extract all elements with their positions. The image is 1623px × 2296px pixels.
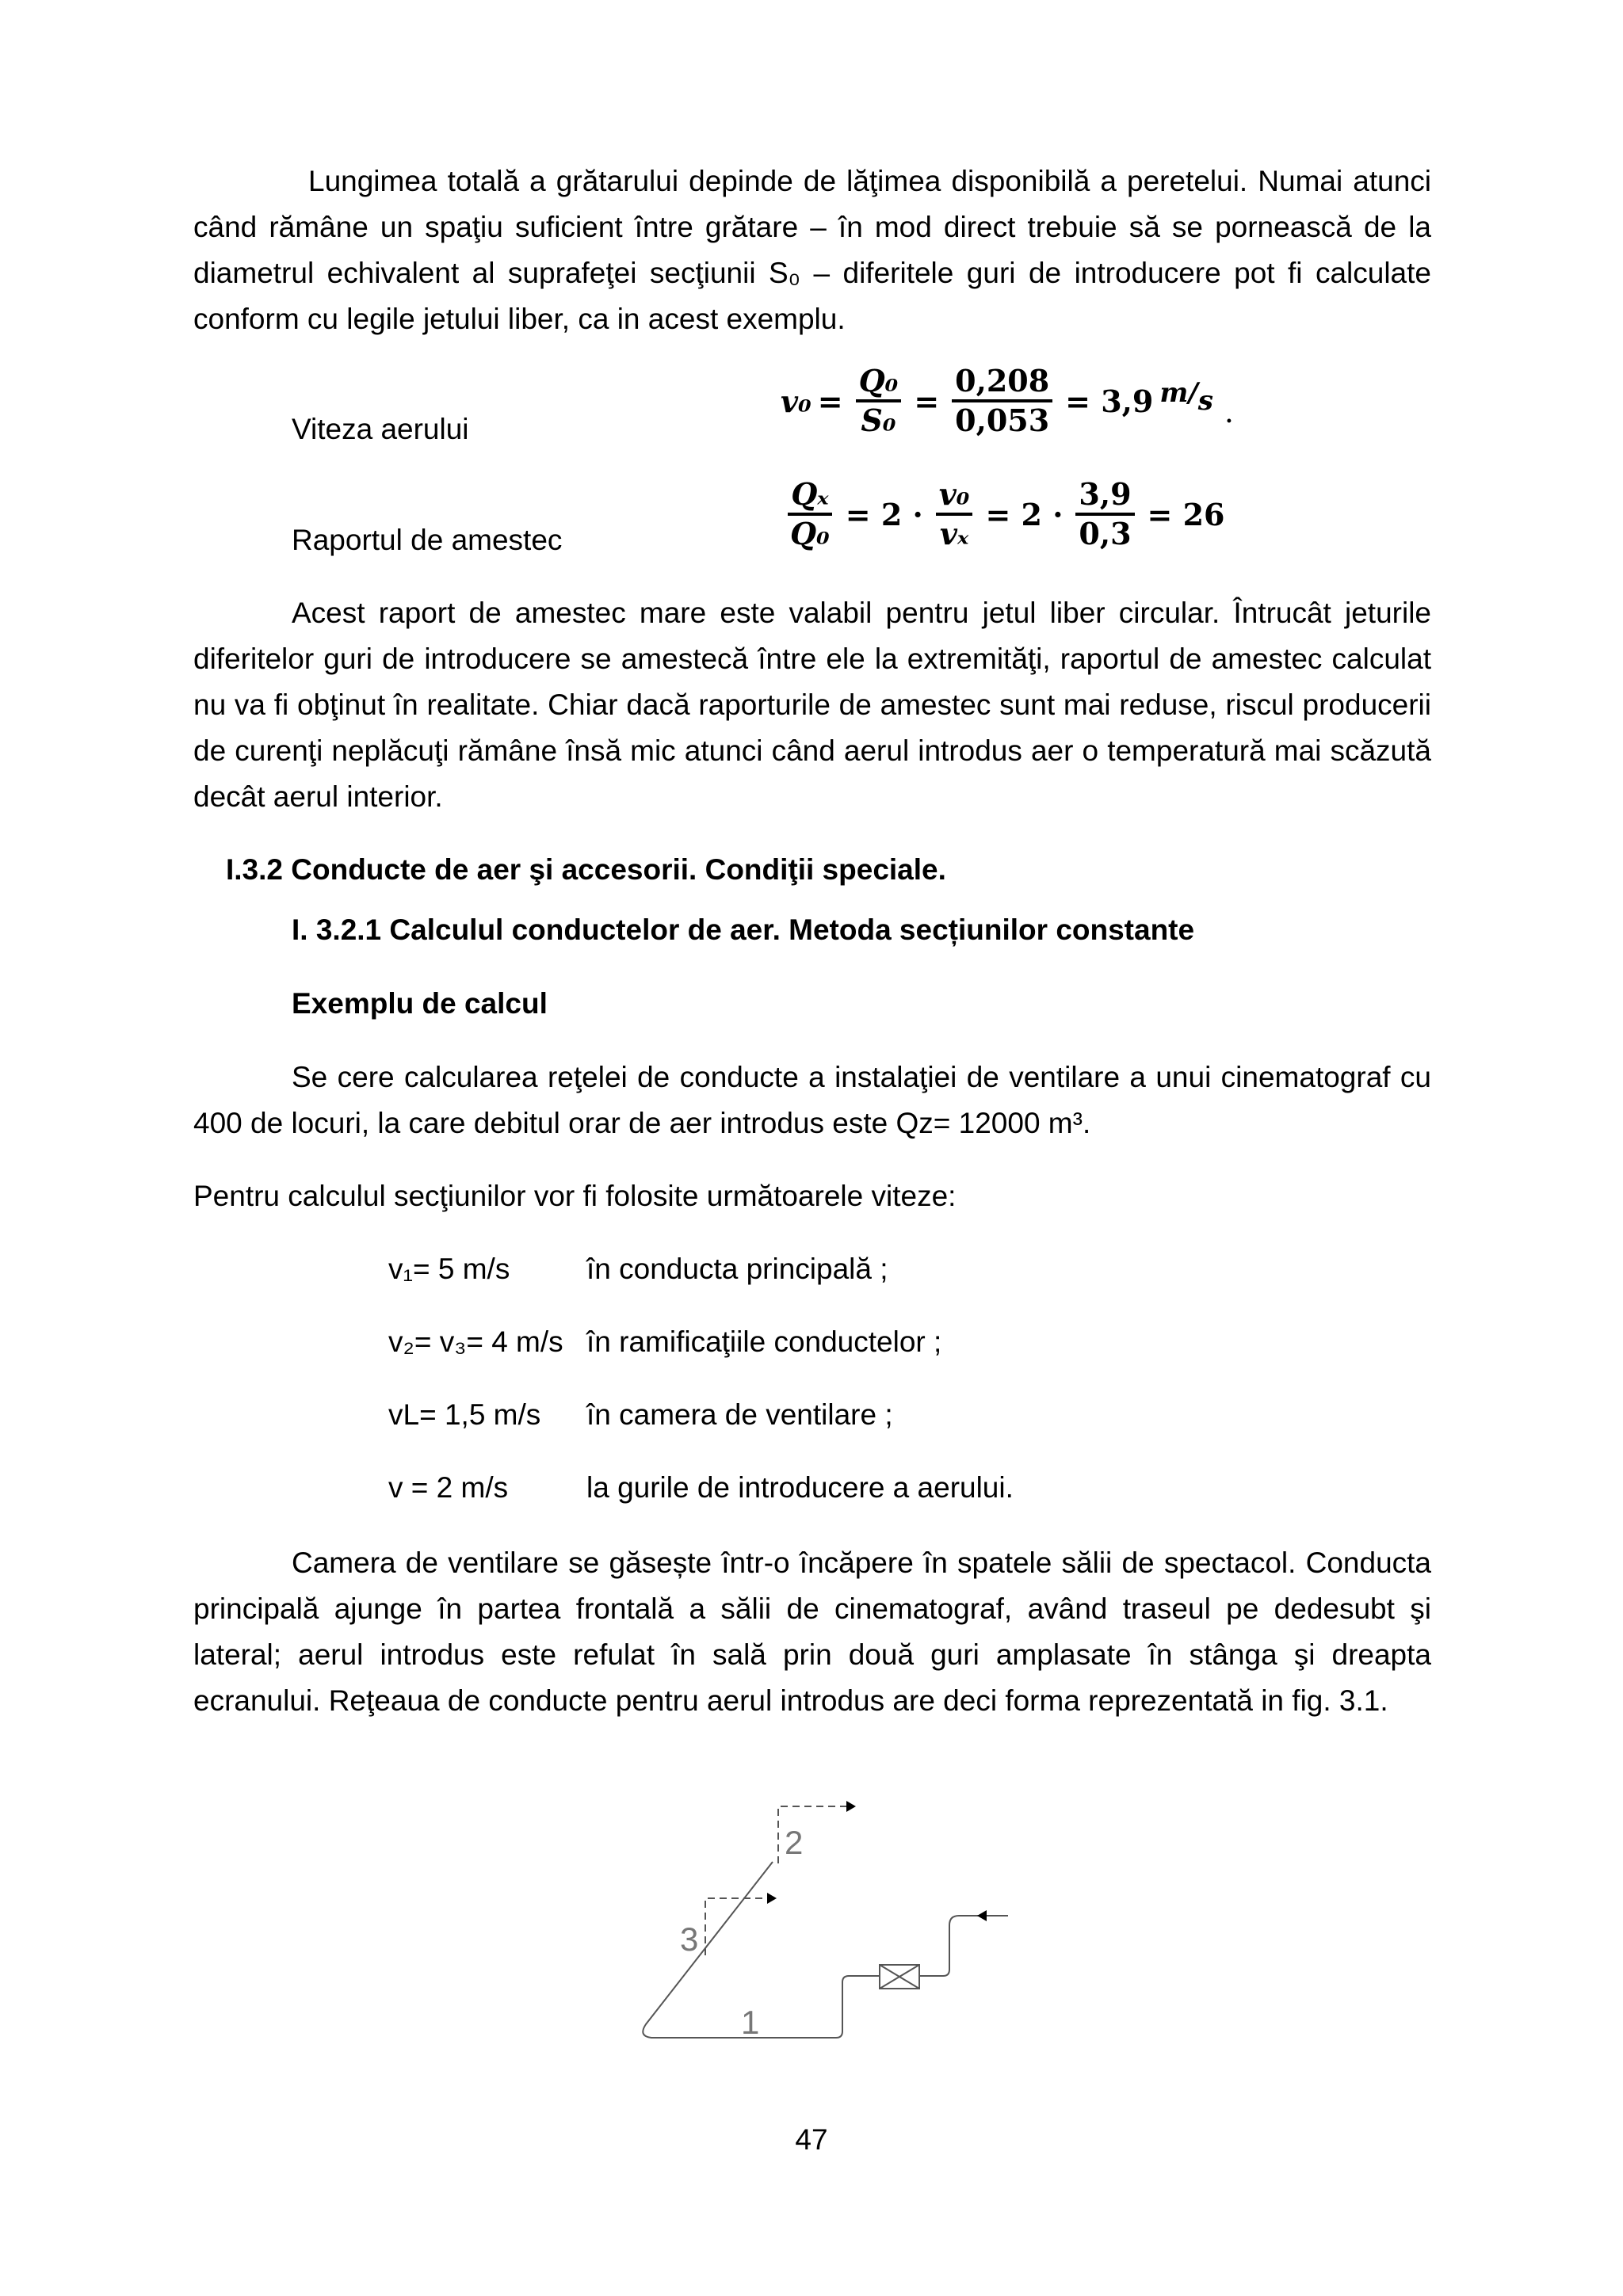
fraction-q0-s0 (856, 363, 902, 438)
formula-mid: = 2 · (985, 496, 1064, 532)
paragraph-network: Camera de ventilare se găsește într-o încăpere în spatele sălii de spectacol. Conducta principală ajunge în partea frontală a sălii de cinematograf, având traseul pe dedesubt şi lateral; aerul introdus este refulat în sală prin două guri amplasate în stânga şi dreapta ecranului. Reţeaua de conducte pentru aerul introdus are deci forma reprezentată in fig. 3.1. (193, 1547, 1431, 1717)
fraction-values (1075, 476, 1134, 551)
fraction-numerator: 0,208 (952, 366, 1052, 402)
fraction-denominator: 0,053 (955, 402, 1050, 438)
mix-formula-label: Raportul de amestec (292, 524, 563, 556)
fraction-denominator: Q₀ (790, 516, 830, 551)
inlet-duct-line (919, 1916, 979, 1976)
paragraph-problem: Se cere calcularea reţelei de conducte a instalaţiei de ventilare a unui cinematograf cu 400 de locuri, la care debitul orar de aer introdus este Qz= 12000 m³. (193, 1061, 1431, 1139)
page-number: 47 (795, 2123, 828, 2156)
formula-mid: = 2 · (845, 496, 923, 532)
fraction-numerator: Q₀ (856, 366, 902, 402)
speed-formula-label: Viteza aerului (292, 413, 469, 445)
unit-numerator: m (1159, 377, 1189, 409)
speed-description: în ramificaţiile conductelor ; (586, 1325, 942, 1358)
duct-network-diagram (0, 1775, 1623, 2076)
fraction-numerator: v₀ (936, 479, 973, 516)
formula-eq: = (817, 383, 843, 419)
speed-value: v = 2 m/s (388, 1471, 509, 1504)
formula-result: = 26 (1147, 496, 1225, 532)
fraction-values (952, 363, 1052, 438)
formula-lhs: v₀ (781, 383, 812, 419)
section-heading: I.3.2 Conducte de aer şi accesorii. Condiţii speciale. (226, 853, 946, 886)
fraction-denominator: 0,3 (1079, 516, 1132, 551)
speed-value: v₂= v₃= 4 m/s (388, 1325, 563, 1358)
fraction-qx-q0 (787, 476, 833, 551)
diagram-label-1: 1 (741, 2004, 760, 2041)
fraction-denominator: S₀ (861, 402, 896, 438)
formula-result: = 3,9 (1065, 383, 1154, 419)
fraction-denominator: vₓ (939, 516, 969, 551)
fraction-v0-vx (936, 476, 973, 551)
formula-trail: . (1224, 395, 1235, 429)
paragraph-mixing: Acest raport de amestec mare este valabil pentru jetul liber circular. Întrucât jeturile diferitelor guri de introducere se amestecă între ele la extremităţi, raportul de amestec calculat nu va fi obţinut în realitate. Chiar dacă raporturile de amestec sunt mai reduse, riscul producerii de curenţi neplăcuţi rămâne însă mic atunci când aerul introdus aer o temperatură mai scăzută decât aerul interior. (193, 597, 1431, 813)
arrow-outlet-3 (767, 1893, 777, 1904)
fraction-numerator: 3,9 (1075, 479, 1134, 516)
arrow-outlet-2 (846, 1801, 856, 1812)
diagram-label-3: 3 (680, 1920, 699, 1958)
formula-eq: = (914, 383, 940, 419)
paragraph-intro: Lungimea totală a grătarului depinde de lăţimea disponibilă a peretelui. Numai atunci când rămâne un spaţiu suficient între grătare – în mod direct trebuie să se pornească de la diametrul echivalent al suprafeţei secţiunii S₀ – diferitele guri de introducere pot fi calculate conform cu legile jetului liber, ca in acest exemplu. (193, 165, 1431, 335)
unit-slash: / (1188, 377, 1198, 409)
speed-formula (781, 363, 1235, 438)
main-duct-line (643, 1862, 880, 2038)
diagram-label-2: 2 (785, 1824, 804, 1861)
paragraph-speeds-intro: Pentru calculul secţiunilor vor fi folosite următoarele viteze: (193, 1180, 957, 1212)
speed-value: v₁= 5 m/s (388, 1253, 510, 1285)
subsection-heading: I. 3.2.1 Calculul conductelor de aer. Metoda secțiunilor constante (292, 913, 1195, 946)
branch-3-dashed (705, 1898, 767, 1955)
speed-description: în camera de ventilare ; (586, 1398, 893, 1431)
mix-formula (781, 476, 1232, 551)
unit-denominator: s (1197, 385, 1213, 417)
speed-description: la gurile de introducere a aerului. (586, 1471, 1014, 1504)
example-heading: Exemplu de calcul (292, 987, 548, 1020)
speed-description: în conducta principală ; (586, 1253, 888, 1285)
speed-value: vL= 1,5 m/s (388, 1398, 541, 1431)
arrow-inlet (977, 1910, 987, 1921)
formula-unit (1159, 377, 1213, 417)
fraction-numerator: Qₓ (788, 479, 831, 516)
